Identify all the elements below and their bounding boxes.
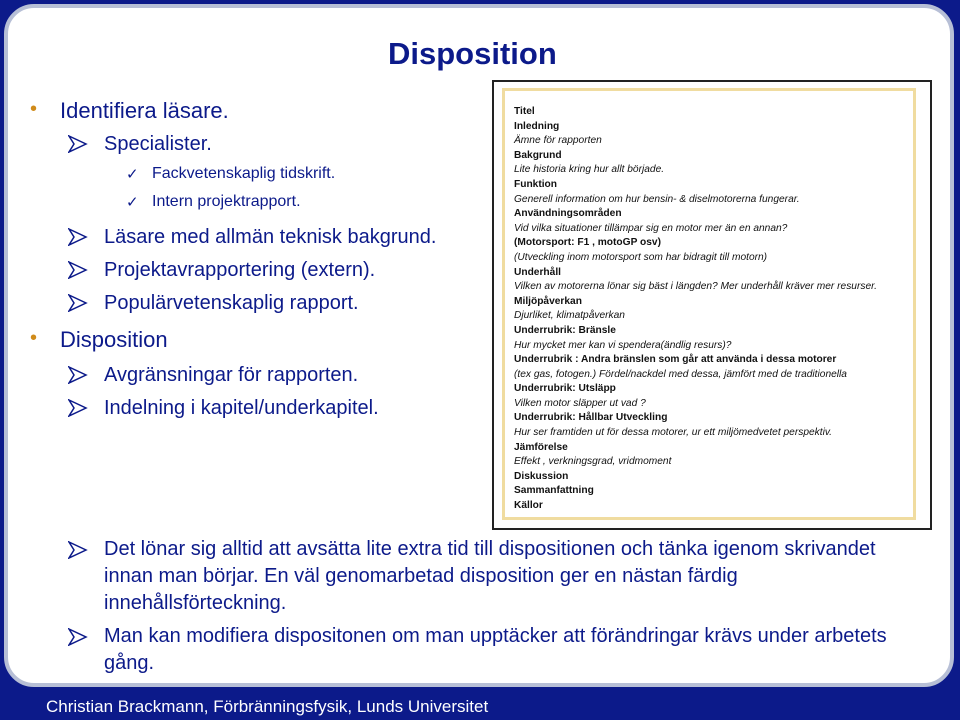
toc-line: (Utveckling inom motorsport som har bidragit till motorn) xyxy=(514,251,768,263)
arrow-bullet-icon xyxy=(68,399,88,417)
arrow-bullet-icon xyxy=(68,294,88,312)
bullet-projektavrapportering xyxy=(104,259,375,282)
paragraph-text: Man kan modifiera dispositonen om man upptäcker att förändringar krävs under arbetets gång. xyxy=(104,625,887,674)
toc-line: Titel xyxy=(514,106,535,117)
toc-line: Vilken av motorerna lönar sig bäst i längden? Mer underhåll kräver mer resurser. xyxy=(514,281,877,293)
toc-line: Källor xyxy=(514,500,543,512)
toc-line: (Motorsport: F1 , motoGP osv) xyxy=(514,237,661,249)
toc-line: Generell information om hur bensin- & diselmotorerna fungerar. xyxy=(514,193,800,205)
bullet-allman-teknisk xyxy=(104,226,436,249)
toc-line: (tex gas, fotogen.) Fördel/nackdel med dessa, jämfört med de traditionella xyxy=(514,368,847,380)
bullet-intern-projektrapport xyxy=(126,193,301,211)
toc-line: Underrubrik: Utsläpp xyxy=(514,383,616,395)
toc-line: Hur ser framtiden ut för dessa motorer, ur ett miljömedvetet perspektiv. xyxy=(514,427,833,439)
arrow-bullet-icon xyxy=(68,228,88,246)
paragraph-text: Det lönar sig alltid att avsätta lite extra tid till dispositionen och tänka igenom skrivandet innan man börjar. En väl genomarbetad disposition ger en nästan färdig innehållsförteckning. xyxy=(104,538,876,614)
toc-line: Ämne för rapporten xyxy=(514,135,602,147)
checkmark-icon: ✓ xyxy=(126,194,139,211)
bullet-text: Fackvetenskaplig tidskrift. xyxy=(152,165,336,182)
toc-line: Underrubrik : Andra bränslen som går att använda i dessa motorer xyxy=(514,354,837,366)
toc-line: Underrubrik: Bränsle xyxy=(514,324,616,336)
toc-line: Hur mycket mer kan vi spendera(ändlig resurs)? xyxy=(514,339,732,351)
toc-line: Lite historia kring hur allt började. xyxy=(514,164,665,176)
bullet-text: Populärvetenskaplig rapport. xyxy=(104,292,359,314)
bullet-dot-icon: • xyxy=(30,327,38,349)
bullet-specialister xyxy=(104,133,212,156)
bullet-avgransningar xyxy=(104,364,358,387)
toc-line: Djurliket, klimatpåverkan xyxy=(514,310,625,322)
toc-line: Sammanfattning xyxy=(514,485,594,497)
bullet-text: Indelning i kapitel/underkapitel. xyxy=(104,397,379,419)
bullet-text: Identifiera läsare. xyxy=(60,98,229,123)
toc-line: Diskussion xyxy=(514,470,569,482)
arrow-bullet-icon xyxy=(68,541,88,559)
bullet-fackvetenskaplig xyxy=(126,165,336,183)
bullet-indelning xyxy=(104,397,379,420)
bullet-text: Disposition xyxy=(60,327,168,352)
bullet-disposition xyxy=(30,327,168,353)
toc-line: Funktion xyxy=(514,178,558,190)
footer-credit: Christian Brackmann, Förbränningsfysik, Lunds Universitet xyxy=(46,697,489,716)
bullet-text: Läsare med allmän teknisk bakgrund. xyxy=(104,226,437,248)
toc-line: Underrubrik: Hållbar Utveckling xyxy=(514,412,668,424)
toc-line: Underhåll xyxy=(514,266,561,278)
bullet-text: Avgränsningar för rapporten. xyxy=(104,364,359,386)
slide-title: Disposition xyxy=(388,36,557,71)
toc-line: Inledning xyxy=(514,120,560,132)
toc-line: Jämförelse xyxy=(514,441,568,453)
bullet-text: Projektavrapportering (extern). xyxy=(104,259,376,281)
toc-example-image xyxy=(492,80,932,530)
bullet-popularvetenskaplig xyxy=(104,292,359,315)
checkmark-icon: ✓ xyxy=(126,166,139,183)
toc-list xyxy=(502,88,916,520)
toc-line: Miljöpåverkan xyxy=(514,295,582,307)
toc-line: Effekt , verkningsgrad, vridmoment xyxy=(514,456,672,468)
arrow-bullet-icon xyxy=(68,366,88,384)
bullet-dot-icon: • xyxy=(30,98,38,120)
toc-line: Användningsområden xyxy=(514,208,622,220)
toc-line: Vid vilka situationer tillämpar sig en motor mer än en annan? xyxy=(514,222,788,234)
bullet-text: Specialister. xyxy=(104,133,212,155)
arrow-bullet-icon xyxy=(68,135,88,153)
toc-line: Vilken motor släpper ut vad ? xyxy=(514,397,646,409)
toc-line: Bakgrund xyxy=(514,149,562,161)
bullet-text: Intern projektrapport. xyxy=(152,193,301,210)
paragraph-disposition-tip xyxy=(104,536,904,617)
arrow-bullet-icon xyxy=(68,261,88,279)
paragraph-modify-disposition xyxy=(104,623,904,677)
bullet-identifiera-lasare xyxy=(30,98,229,124)
arrow-bullet-icon xyxy=(68,628,88,646)
